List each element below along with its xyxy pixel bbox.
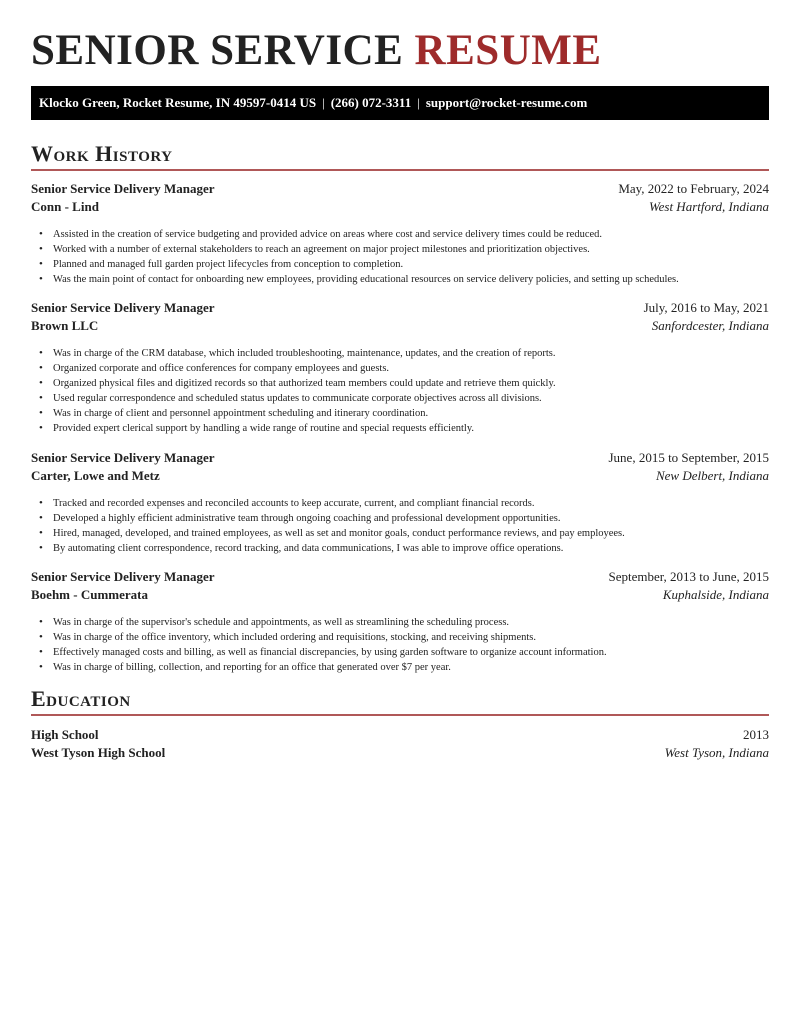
graduation-year: 2013 [743, 727, 769, 742]
degree: High School [31, 727, 99, 742]
job-bullets [31, 346, 769, 437]
school-name: West Tyson High School [31, 745, 166, 760]
job-entry [31, 181, 769, 287]
title-accent: RESUME [414, 27, 602, 74]
bullet-item: • Was in charge of the CRM database, which included troubleshooting, maintenance, updates, and the creation of reports. [53, 346, 769, 361]
bullet-item: • Was in charge of the office inventory, which included ordering and requisitions, stocking, and receiving shipments. [53, 630, 769, 645]
company-name: Boehm - Cummerata [31, 587, 148, 602]
bullet-item: • Was in charge of the supervisor's schedule and appointments, as well as streamlining the scheduling process. [53, 615, 769, 630]
job-location: Kuphalside, Indiana [662, 587, 769, 602]
bullet-item: • Was in charge of client and personnel appointment scheduling and itinerary coordination. [53, 406, 769, 421]
bullet-item: • Assisted in the creation of service budgeting and provided advice on areas where cost and service delivery times could be reduced. [53, 227, 769, 242]
contact-email: support@rocket-resume.com [425, 95, 588, 110]
company-name: Carter, Lowe and Metz [31, 468, 160, 483]
job-title: Senior Service Delivery Manager [31, 300, 215, 315]
bullet-item: • Was in charge of billing, collection, and reporting for an office that generated over $7 per year. [53, 660, 769, 675]
job-location: West Hartford, Indiana [648, 199, 769, 214]
job-bullets [31, 615, 769, 675]
job-title: Senior Service Delivery Manager [31, 450, 215, 465]
bullet-item: • Organized corporate and office conferences for company employees and guests. [53, 361, 769, 376]
bullet-item: • Effectively managed costs and billing, as well as financial discrepancies, by using garden software to organize account information. [53, 645, 769, 660]
bullet-item: • Organized physical files and digitized records so that authorized team members could update and retrieve them quickly. [53, 376, 769, 391]
bullet-item: • Hired, managed, developed, and trained employees, as well as set and monitor goals, conduct performance reviews, and pay employees. [53, 526, 769, 541]
contact-address: Klocko Green, Rocket Resume, IN 49597-0414 US [39, 95, 317, 110]
job-entry [31, 569, 769, 675]
job-title: Senior Service Delivery Manager [31, 181, 215, 196]
company-name: Brown LLC [31, 318, 99, 333]
school-location: West Tyson, Indiana [664, 745, 769, 760]
bullet-item: • By automating client correspondence, record tracking, and data communications, I was able to improve office operations. [53, 541, 769, 556]
education-entry [31, 727, 769, 763]
job-location: New Delbert, Indiana [655, 468, 769, 483]
bullet-item: • Worked with a number of external stakeholders to reach an agreement on major project milestones and prioritization objectives. [53, 242, 769, 257]
job-bullets [31, 227, 769, 287]
resume-title [31, 26, 602, 75]
contact-separator: | [417, 95, 420, 110]
bullet-item: • Developed a highly efficient administrative team through ongoing coaching and professional development opportunities. [53, 511, 769, 526]
job-title: Senior Service Delivery Manager [31, 569, 215, 584]
bullet-item: • Planned and managed full garden project lifecycles from conception to completion. [53, 257, 769, 272]
contact-phone: (266) 072-3311 [330, 95, 412, 110]
job-entry [31, 450, 769, 556]
bullet-item: • Was the main point of contact for onboarding new employees, providing educational resources on service delivery policies, and setting up schedules. [53, 272, 769, 287]
bullet-item: • Tracked and recorded expenses and reconciled accounts to keep accurate, current, and compliant financial records. [53, 496, 769, 511]
job-location: Sanfordcester, Indiana [651, 318, 769, 333]
title-main: SENIOR SERVICE [31, 27, 404, 74]
job-entry [31, 300, 769, 437]
job-bullets [31, 496, 769, 556]
contact-bar [31, 86, 769, 120]
education-heading: Education [31, 686, 769, 716]
bullet-item: • Used regular correspondence and scheduled status updates to communicate corporate objectives across all divisions. [53, 391, 769, 406]
job-dates: June, 2015 to September, 2015 [608, 450, 769, 465]
work-history-heading: Work History [31, 141, 769, 171]
job-dates: July, 2016 to May, 2021 [643, 300, 769, 315]
job-dates: September, 2013 to June, 2015 [608, 569, 769, 584]
bullet-item: • Provided expert clerical support by handling a wide range of routine and special requests efficiently. [53, 421, 769, 436]
company-name: Conn - Lind [31, 199, 99, 214]
job-dates: May, 2022 to February, 2024 [618, 181, 769, 196]
contact-separator: | [322, 95, 325, 110]
